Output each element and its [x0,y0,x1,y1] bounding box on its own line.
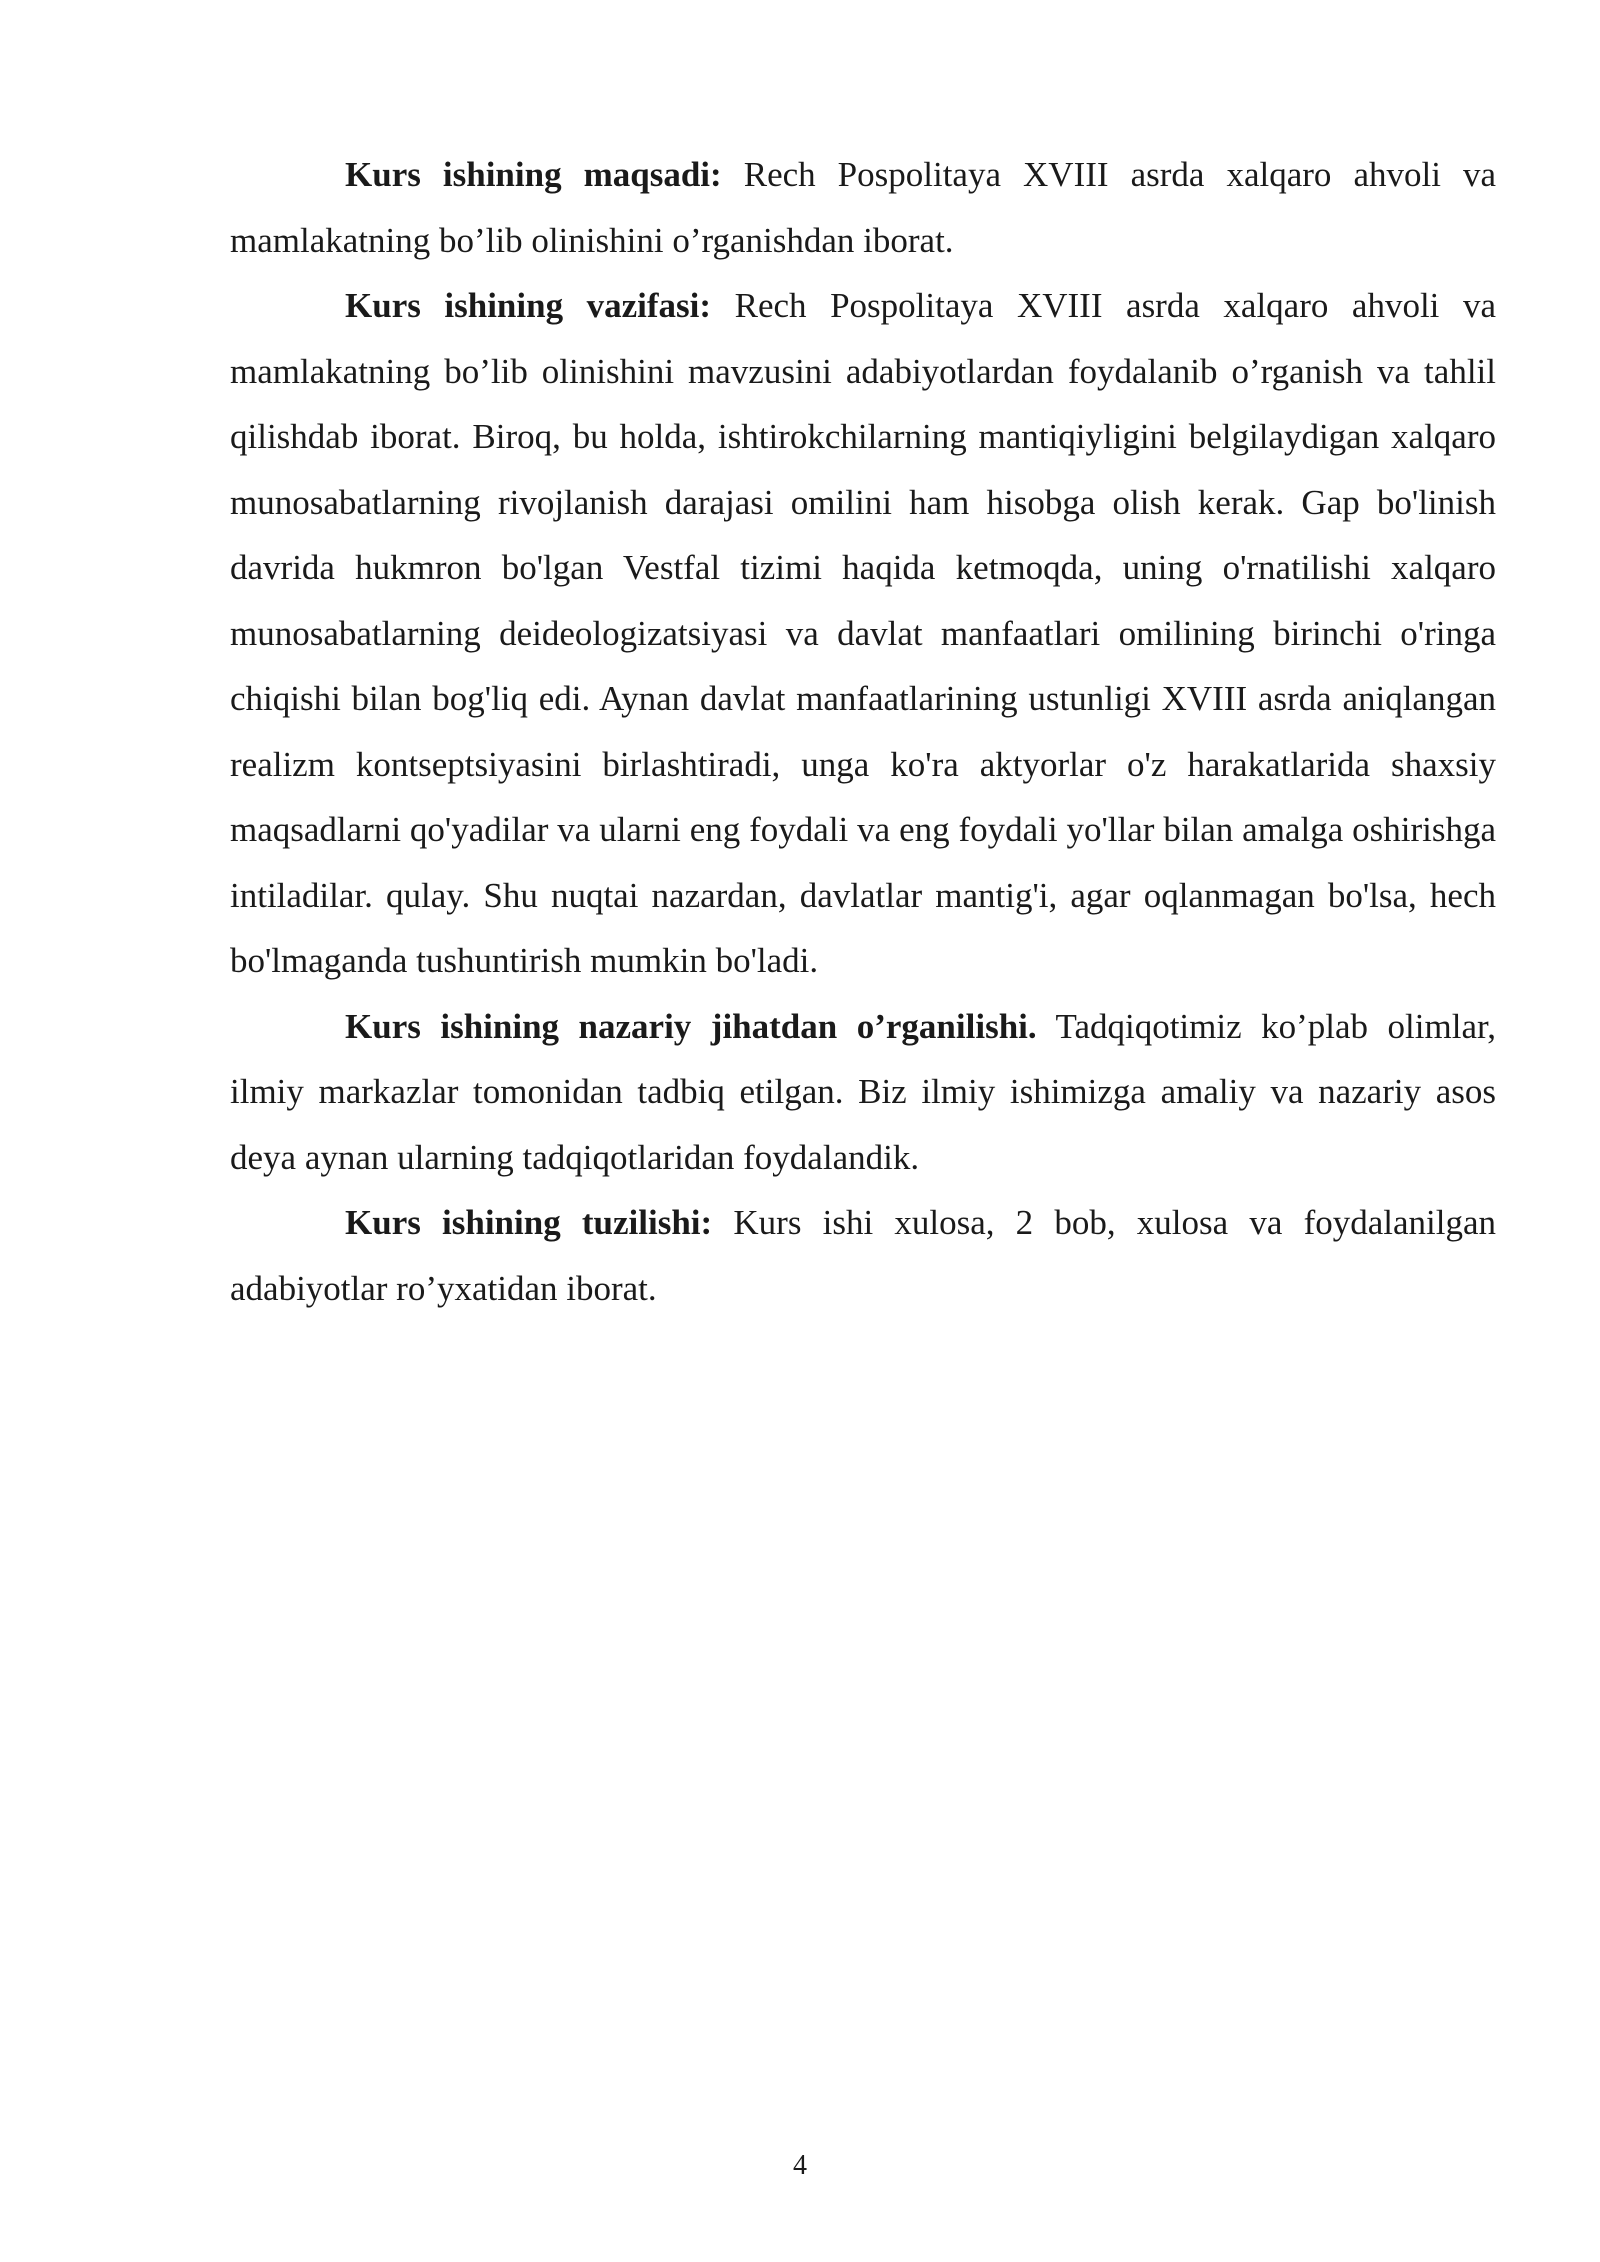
paragraph-text: Rech Pospolitaya XVIII asrda xalqaro ahvoli va mamlakatning bo’lib olinishini o’rganishdan iborat. [230,155,1496,260]
paragraph-tasks [230,273,1496,994]
page-number: 4 [793,2150,807,2181]
paragraph-heading: Kurs ishining nazariy jihatdan o’rganilishi. [345,1006,1037,1046]
paragraph-theory [230,994,1496,1191]
paragraph-structure [230,1190,1496,1321]
paragraph-heading: Kurs ishining maqsadi: [345,155,722,194]
paragraph-goal [230,142,1496,273]
paragraph-text: Tadqiqotimiz ko’plab olimlar, ilmiy markazlar tomonidan tadbiq etilgan. Biz ilmiy ishimizga amaliy va nazariy asos deya aynan ularning tadqiqotlaridan foydalandik. [230,1006,1496,1177]
paragraph-text: Kurs ishi xulosa, 2 bob, xulosa va foydalanilgan adabiyotlar ro’yxatidan iborat. [230,1203,1496,1308]
paragraph-text: Rech Pospolitaya XVIII asrda xalqaro ahvoli va mamlakatning bo’lib olinishini mavzusini adabiyotlardan foydalanib o’rganish va tahlil qilishdab iborat. Biroq, bu holda, ishtirokchilarning mantiqiyligini belgilaydigan xalqaro munosabatlarning rivojlanish darajasi omilini ham hisobga olish kerak. Gap bo'linish davrida hukmron bo'lgan Vestfal tizimi haqida ketmoqda, uning o'rnatilishi xalqaro munosabatlarning deideologizatsiyasi va davlat manfaatlari omilining birinchi o'ringa chiqishi bilan bog'liq edi. Aynan davlat manfaatlarining ustunligi XVIII asrda aniqlangan realizm kontseptsiyasini birlashtiradi, unga ko'ra aktyorlar o'z harakatlarida shaxsiy maqsadlarni qo'yadilar va ularni eng foydali va eng foydali yo'llar bilan amalga oshirishga intiladilar. qulay. Shu nuqtai nazardan, davlatlar mantig'i, agar oqlanmagan bo'lsa, hech bo'lmaganda tushuntirish mumkin bo'ladi. [230,286,1496,980]
document-body [230,142,1496,1321]
paragraph-heading: Kurs ishining vazifasi: [345,286,712,325]
paragraph-heading: Kurs ishining tuzilishi: [345,1203,713,1242]
